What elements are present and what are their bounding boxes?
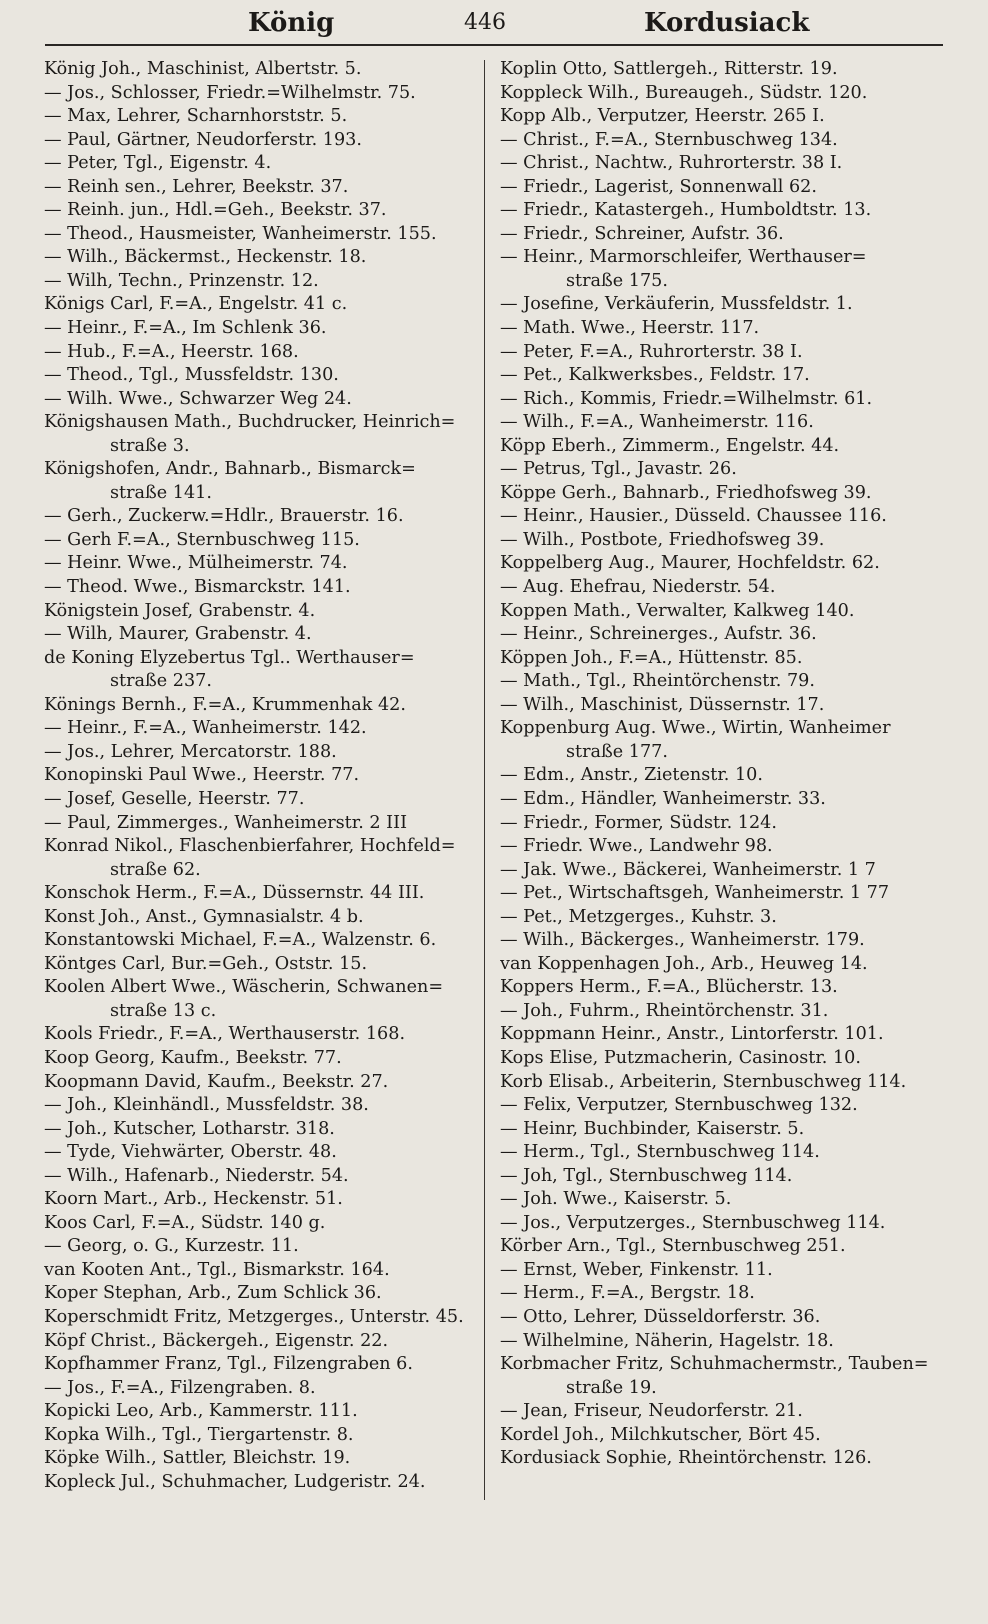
directory-entry: — Heinr., Hausier., Düsseld. Chaussee 116. [500,506,887,527]
directory-entry: — Theod., Hausmeister, Wanheimerstr. 155. [44,223,437,244]
directory-entry: Koperschmidt Fritz, Metzgerges., Unterstr. 45. [44,1306,464,1327]
directory-entry: Königs Carl, F.=A., Engelstr. 41 c. [44,294,348,315]
directory-entry: — Edm., Anstr., Zietenstr. 10. [500,765,763,786]
directory-entry: — Christ., F.=A., Sternbuschweg 134. [500,129,838,150]
directory-entry: — Joh., Kleinhändl., Mussfeldstr. 38. [44,1095,369,1116]
header-first-entry: König [248,8,335,38]
directory-entry: Köntges Carl, Bur.=Geh., Oststr. 15. [44,953,368,974]
directory-entry: — Wilhelmine, Näherin, Hagelstr. 18. [500,1330,834,1351]
entry-continuation: straße 3. [110,435,190,456]
directory-entry: — Friedr., Katastergeh., Humboldtstr. 13. [500,200,872,221]
directory-entry: — Jos., Schlosser, Friedr.=Wilhelmstr. 75. [44,82,416,103]
directory-entry: Kopfhammer Franz, Tgl., Filzengraben 6. [44,1354,413,1375]
directory-entry: — Hub., F.=A., Heerstr. 168. [44,341,299,362]
directory-entry: Koplin Otto, Sattlergeh., Ritterstr. 19. [500,59,838,79]
directory-entry: — Josefine, Verkäuferin, Mussfeldstr. 1. [500,294,853,315]
directory-entry: Königshausen Math., Buchdrucker, Heinrich= [44,412,456,433]
directory-entry: — Aug. Ehefrau, Niederstr. 54. [500,577,776,598]
directory-entry: — Joh, Tgl., Sternbuschweg 114. [500,1165,793,1186]
right-column [500,58,946,1471]
directory-entry: — Edm., Händler, Wanheimerstr. 33. [500,788,826,809]
directory-entry: — Georg, o. G., Kurzestr. 11. [44,1236,299,1257]
directory-entry: — Jos., Lehrer, Mercatorstr. 188. [44,741,337,762]
directory-entry: — Friedr., Former, Südstr. 124. [500,812,777,833]
directory-entry: — Reinh. jun., Hdl.=Geh., Beekstr. 37. [44,200,387,221]
directory-entry: — Theod. Wwe., Bismarckstr. 141. [44,577,351,598]
directory-entry: — Christ., Nachtw., Ruhrorterstr. 38 I. [500,153,843,174]
directory-entry: — Jean, Friseur, Neudorferstr. 21. [500,1401,803,1422]
directory-entry: Koppers Herm., F.=A., Blücherstr. 13. [500,977,838,998]
directory-entry: — Wilh., Postbote, Friedhofsweg 39. [500,529,825,550]
left-column [44,58,480,1494]
directory-entry: — Friedr., Lagerist, Sonnenwall 62. [500,176,817,197]
directory-entry: — Reinh sen., Lehrer, Beekstr. 37. [44,176,349,197]
directory-entry: Korbmacher Fritz, Schuhmachermstr., Tauben= [500,1354,929,1375]
directory-entry: Kops Elise, Putzmacherin, Casinostr. 10. [500,1047,861,1068]
directory-entry: Koppenburg Aug. Wwe., Wirtin, Wanheimer [500,718,891,739]
directory-entry: — Paul, Gärtner, Neudorferstr. 193. [44,129,362,150]
directory-entry: — Peter, F.=A., Ruhrorterstr. 38 I. [500,341,803,362]
directory-entry: — Felix, Verputzer, Sternbuschweg 132. [500,1095,858,1116]
directory-entry: — Heinr., F.=A., Wanheimerstr. 142. [44,718,367,739]
directory-entry: Koorn Mart., Arb., Heckenstr. 51. [44,1189,343,1210]
header-last-entry: Kordusiack [644,8,810,38]
directory-entry: Königstein Josef, Grabenstr. 4. [44,600,316,621]
directory-entry: — Wilh., Maschinist, Düssernstr. 17. [500,694,825,715]
directory-entry: Koop Georg, Kaufm., Beekstr. 77. [44,1047,342,1068]
page-header [0,6,988,42]
directory-entry: — Wilh., F.=A., Wanheimerstr. 116. [500,412,814,433]
directory-entry: — Heinr., F.=A., Im Schlenk 36. [44,318,327,339]
directory-entry: — Heinr., Schreinerges., Aufstr. 36. [500,624,817,645]
directory-entry: — Heinr, Buchbinder, Kaiserstr. 5. [500,1118,805,1139]
directory-entry: — Otto, Lehrer, Düsseldorferstr. 36. [500,1306,821,1327]
directory-entry: Koopmann David, Kaufm., Beekstr. 27. [44,1071,389,1092]
directory-entry: Koos Carl, F.=A., Südstr. 140 g. [44,1212,326,1233]
directory-entry: — Peter, Tgl., Eigenstr. 4. [44,153,272,174]
directory-entry: — Math. Wwe., Heerstr. 117. [500,318,760,339]
directory-entry: — Pet., Kalkwerksbes., Feldstr. 17. [500,365,810,386]
directory-entry: Köpke Wilh., Sattler, Bleichstr. 19. [44,1448,351,1469]
directory-entry: — Heinr., Marmorschleifer, Werthauser= [500,247,867,268]
directory-entry: König Joh., Maschinist, Albertstr. 5. [44,59,362,79]
directory-entry: Köppen Joh., F.=A., Hüttenstr. 85. [500,647,803,668]
directory-entry: — Wilh., Bäckermst., Heckenstr. 18. [44,247,367,268]
directory-entry: van Kooten Ant., Tgl., Bismarkstr. 164. [44,1259,390,1280]
directory-entry: — Gerh., Zuckerw.=Hdlr., Brauerstr. 16. [44,506,404,527]
directory-entry: Könings Bernh., F.=A., Krummenhak 42. [44,694,406,715]
directory-entry: — Math., Tgl., Rheintörchenstr. 79. [500,671,815,692]
directory-entry: — Rich., Kommis, Friedr.=Wilhelmstr. 61. [500,388,873,409]
directory-entry: — Joh., Kutscher, Lotharstr. 318. [44,1118,335,1139]
entry-continuation: straße 175. [566,270,668,291]
entry-continuation: straße 141. [110,482,212,503]
directory-entry: — Wilh., Bäckerges., Wanheimerstr. 179. [500,930,865,951]
directory-entry: Kordusiack Sophie, Rheintörchenstr. 126. [500,1448,872,1469]
directory-entry: — Friedr., Schreiner, Aufstr. 36. [500,223,784,244]
directory-entry: — Wilh., Hafenarb., Niederstr. 54. [44,1165,349,1186]
directory-entry: Kordel Joh., Milchkutscher, Bört 45. [500,1424,821,1445]
directory-entry: — Wilh, Techn., Prinzenstr. 12. [44,270,319,291]
entry-continuation: straße 237. [110,671,212,692]
directory-entry: — Jos., Verputzerges., Sternbuschweg 114. [500,1212,886,1233]
directory-entry: — Pet., Metzgerges., Kuhstr. 3. [500,906,777,927]
directory-entry: — Joh. Wwe., Kaiserstr. 5. [500,1189,732,1210]
column-divider [484,60,485,1500]
directory-entry: Koper Stephan, Arb., Zum Schlick 36. [44,1283,382,1304]
directory-entry: Konstantowski Michael, F.=A., Walzenstr. 6. [44,930,437,951]
directory-entry: Koppen Math., Verwalter, Kalkweg 140. [500,600,855,621]
page-number: 446 [464,10,506,35]
directory-entry: — Theod., Tgl., Mussfeldstr. 130. [44,365,339,386]
directory-entry: van Koppenhagen Joh., Arb., Heuweg 14. [500,953,868,974]
entry-continuation: straße 13 c. [110,1000,217,1021]
directory-entry: Konst Joh., Anst., Gymnasialstr. 4 b. [44,906,364,927]
directory-entry: Köpp Eberh., Zimmerm., Engelstr. 44. [500,435,840,456]
directory-entry: — Wilh. Wwe., Schwarzer Weg 24. [44,388,352,409]
directory-entry: — Herm., Tgl., Sternbuschweg 114. [500,1142,820,1163]
directory-entry: — Ernst, Weber, Finkenstr. 11. [500,1259,773,1280]
entry-continuation: straße 19. [566,1377,657,1398]
directory-entry: — Joh., Fuhrm., Rheintörchenstr. 31. [500,1000,829,1021]
directory-entry: Köppe Gerh., Bahnarb., Friedhofsweg 39. [500,482,872,503]
directory-entry: Köpf Christ., Bäckergeh., Eigenstr. 22. [44,1330,389,1351]
directory-entry: de Koning Elyzebertus Tgl.. Werthauser= [44,647,415,668]
directory-entry: Koppelberg Aug., Maurer, Hochfeldstr. 62. [500,553,880,574]
directory-entry: — Josef, Geselle, Heerstr. 77. [44,788,305,809]
entry-continuation: straße 62. [110,859,201,880]
directory-entry: — Gerh F.=A., Sternbuschweg 115. [44,529,360,550]
directory-entry: Körber Arn., Tgl., Sternbuschweg 251. [500,1236,846,1257]
directory-entry: Korb Elisab., Arbeiterin, Sternbuschweg 114. [500,1071,907,1092]
directory-entry: Kopp Alb., Verputzer, Heerstr. 265 I. [500,106,825,127]
directory-entry: Kopleck Jul., Schuhmacher, Ludgeristr. 24. [44,1471,426,1492]
directory-entry: — Max, Lehrer, Scharnhorststr. 5. [44,106,348,127]
header-rule [45,44,943,46]
directory-entry: — Jak. Wwe., Bäckerei, Wanheimerstr. 1 7 [500,859,876,880]
directory-entry: Konschok Herm., F.=A., Düssernstr. 44 III. [44,883,425,904]
directory-entry: Kools Friedr., F.=A., Werthauserstr. 168. [44,1024,406,1045]
directory-entry: — Petrus, Tgl., Javastr. 26. [500,459,737,480]
directory-entry: Konrad Nikol., Flaschenbierfahrer, Hochfeld= [44,836,456,857]
directory-entry: — Friedr. Wwe., Landwehr 98. [500,836,773,857]
directory-entry: — Pet., Wirtschaftsgeh, Wanheimerstr. 1 77 [500,883,890,904]
directory-entry: — Heinr. Wwe., Mülheimerstr. 74. [44,553,348,574]
directory-entry: Koppmann Heinr., Anstr., Lintorferstr. 101. [500,1024,884,1045]
directory-entry: — Wilh, Maurer, Grabenstr. 4. [44,624,312,645]
entry-continuation: straße 177. [566,741,668,762]
directory-entry: Koolen Albert Wwe., Wäscherin, Schwanen= [44,977,444,998]
directory-entry: Koppleck Wilh., Bureaugeh., Südstr. 120. [500,82,868,103]
directory-entry: Konopinski Paul Wwe., Heerstr. 77. [44,765,360,786]
directory-entry: — Paul, Zimmerges., Wanheimerstr. 2 III [44,812,408,833]
directory-entry: Kopicki Leo, Arb., Kammerstr. 111. [44,1401,358,1422]
directory-entry: — Herm., F.=A., Bergstr. 18. [500,1283,755,1304]
directory-entry: — Jos., F.=A., Filzengraben. 8. [44,1377,316,1398]
directory-entry: — Tyde, Viehwärter, Oberstr. 48. [44,1142,337,1163]
directory-entry: Kopka Wilh., Tgl., Tiergartenstr. 8. [44,1424,354,1445]
directory-entry: Königshofen, Andr., Bahnarb., Bismarck= [44,459,416,480]
